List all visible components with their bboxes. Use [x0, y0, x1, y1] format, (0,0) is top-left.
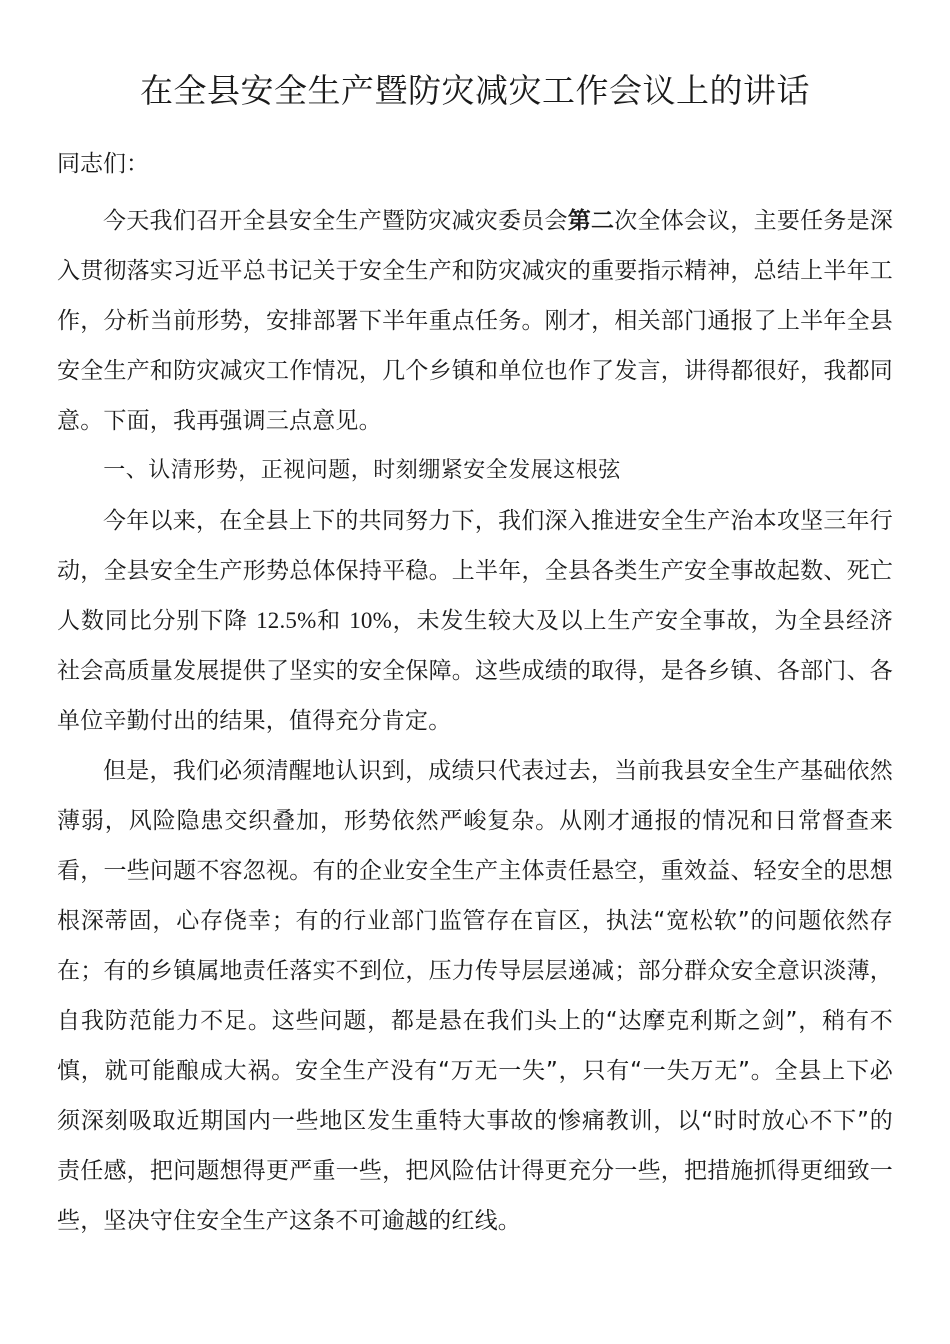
intro-bold-text: 第二: [567, 208, 615, 234]
situation-text-2: 和: [316, 608, 350, 634]
document-body: [57, 196, 893, 1246]
problems-paragraph: 但是，我们必须清醒地认识到，成绩只代表过去，当前我县安全生产基础依然薄弱，风险隐患交织叠加，形势依然严峻复杂。从刚才通报的情况和日常督查来看，一些问题不容忽视。有的企业安全生产主体责任悬空，重效益、轻安全的思想根深蒂固，心存侥幸；有的行业部门监管存在盲区，执法“宽松软”的问题依然存在；有的乡镇属地责任落实不到位，压力传导层层递减；部分群众安全意识淡薄，自我防范能力不足。这些问题，都是悬在我们头上的“达摩克利斯之剑”，稍有不慎，就可能酿成大祸。安全生产没有“万无一失”，只有“一失万无”。全县上下必须深刻吸取近期国内一些地区发生重特大事故的惨痛教训，以“时时放心不下”的责任感，把问题想得更严重一些，把风险估计得更充分一些，把措施抓得更细致一些，坚决守住安全生产这条不可逾越的红线。: [57, 758, 893, 1234]
intro-paragraph: [57, 196, 893, 446]
intro-text-end: 次全体会议，主要任务是深入贯彻落实习近平总书记关于安全生产和防灾减灾的重要指示精神，总结上半年工作，分析当前形势，安排部署下半年重点任务。刚才，相关部门通报了上半年全县安全生产和防灾减灾工作情况，几个乡镇和单位也作了发言，讲得都很好，我都同意。下面，我再强调三点意见。: [57, 208, 894, 434]
salutation: 同志们：: [57, 151, 149, 177]
situation-text-3: ，未发生较大及以上生产安全事故，为全县经济社会高质量发展提供了坚实的安全保障。这些成绩的取得，是各乡镇、各部门、各单位辛勤付出的结果，值得充分肯定。: [57, 608, 894, 734]
situation-paragraph: [57, 496, 893, 746]
death-decline-rate: 10%: [349, 608, 392, 633]
section-heading: 一、认清形势，正视问题，时刻绷紧安全发展这根弦: [103, 458, 621, 483]
intro-text-start: 今天我们召开全县安全生产暨防灾减灾委员会: [103, 208, 568, 234]
situation-text-1: 今年以来，在全县上下的共同努力下，我们深入推进安全生产治本攻坚三年行动，全县安全生产形势总体保持平稳。上半年，全县各类生产安全事故起数、死亡人数同比分别下降: [57, 508, 893, 634]
document-title: 在全县安全生产暨防灾减灾工作会议上的讲话: [140, 71, 810, 110]
accident-decline-rate: 12.5%: [256, 608, 317, 633]
